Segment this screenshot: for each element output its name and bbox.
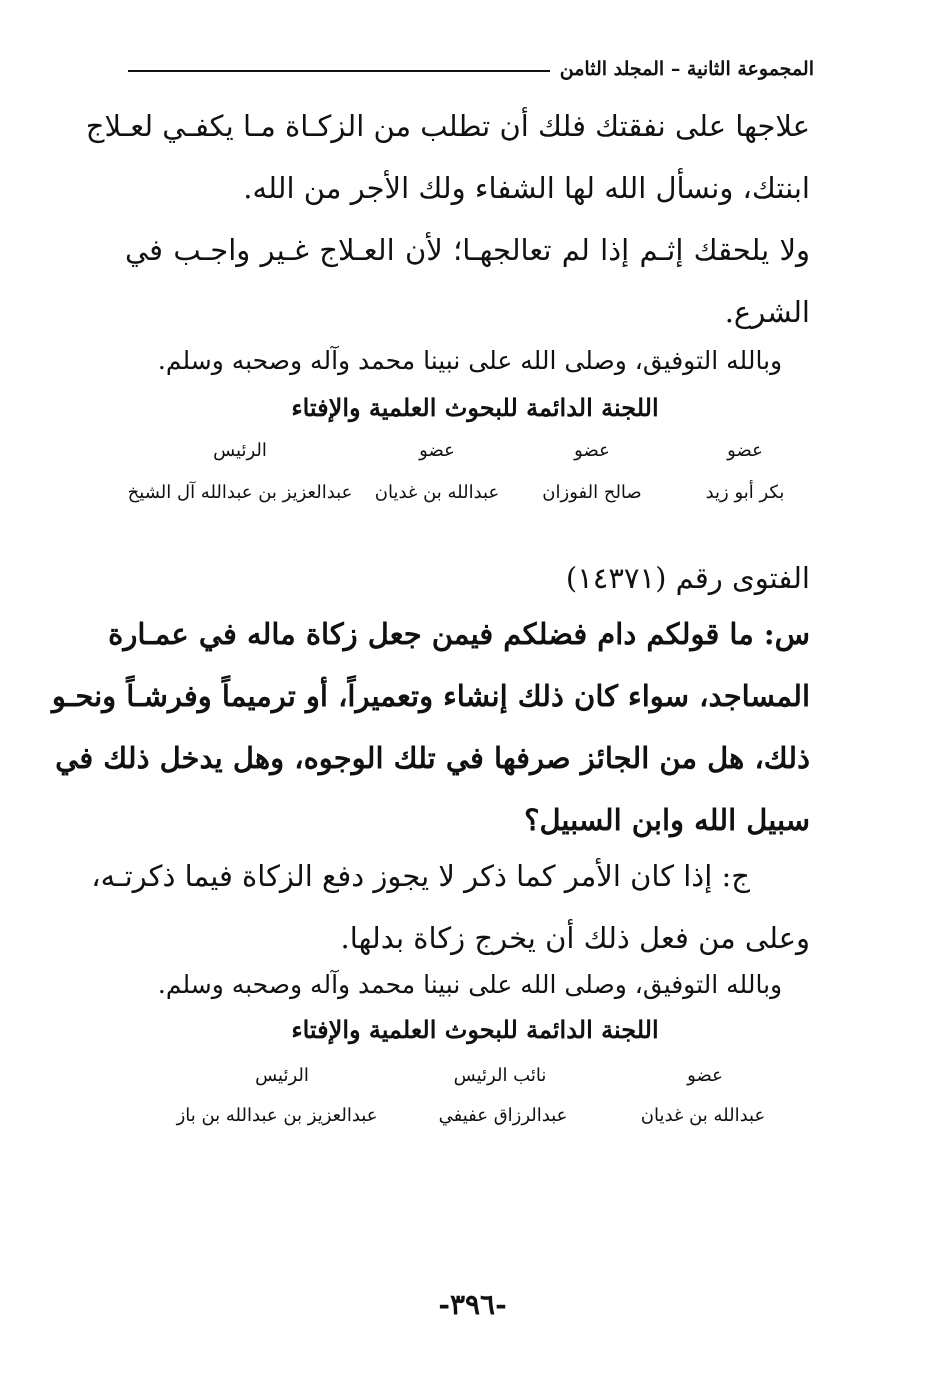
question-line: سبيل الله وابن السبيل؟ <box>524 803 810 837</box>
committee-name: اللجنة الدائمة للبحوث العلمية والإفتاء <box>291 1015 659 1044</box>
signatory-name: عبدالرزاق عفيفي <box>438 1105 568 1126</box>
signatory-name: عبدالعزيز بن عبدالله آل الشيخ <box>127 482 353 503</box>
question-line: س: ما قولكم دام فضلكم فيمن جعل زكاة ماله في عمـارة <box>108 617 810 651</box>
paragraph-line: ولا يلحقك إثـم إذا لم تعالجهـا؛ لأن العـلاج غـير واجـب في <box>125 233 810 267</box>
signatory-title: عضو <box>419 440 455 461</box>
signatory-name: عبدالله بن غديان <box>640 1105 766 1126</box>
signatory-title: عضو <box>687 1065 723 1086</box>
running-header <box>128 56 814 90</box>
answer-line: ج: إذا كان الأمر كما ذكر لا يجوز دفع الزكاة فيما ذكرتـه، <box>91 859 750 893</box>
signatory-name: بكر أبو زيد <box>705 482 785 503</box>
paragraph-line: علاجها على نفقتك فلك أن تطلب من الزكـاة مـا يكفـي لعـلاج <box>85 109 810 143</box>
closing-formula: وبالله التوفيق، وصلى الله على نبينا محمد وآله وصحبه وسلم. <box>157 970 783 999</box>
signatory-name: عبدالعزيز بن عبدالله بن باز <box>176 1105 378 1126</box>
answer-line: وعلى من فعل ذلك أن يخرج زكاة بدلها. <box>340 921 810 955</box>
signatory-title: عضو <box>727 440 763 461</box>
paragraph-line: ابنتك، ونسأل الله لها الشفاء ولك الأجر من الله. <box>243 171 810 205</box>
closing-formula: وبالله التوفيق، وصلى الله على نبينا محمد وآله وصحبه وسلم. <box>157 346 783 375</box>
header-title: المجموعة الثانية – المجلد الثامن <box>550 58 814 80</box>
signatory-title: الرئيس <box>213 440 267 461</box>
signatory-title: الرئيس <box>255 1065 309 1086</box>
fatwa-heading: الفتوى رقم (١٤٣٧١) <box>565 561 810 595</box>
question-line: ذلك، هل من الجائز صرفها في تلك الوجوه، وهل يدخل ذلك في <box>55 741 810 775</box>
signatory-title: عضو <box>574 440 610 461</box>
signatory-title: نائب الرئيس <box>453 1065 547 1086</box>
paragraph-line: الشرع. <box>724 295 810 329</box>
committee-name: اللجنة الدائمة للبحوث العلمية والإفتاء <box>291 393 659 422</box>
signatory-name: صالح الفوزان <box>542 482 642 503</box>
page-number: -٣٩٦- <box>438 1288 507 1321</box>
signatory-name: عبدالله بن غديان <box>374 482 500 503</box>
question-line: المساجد، سواء كان ذلك إنشاء وتعميراً، أو ترميماً وفرشـاً ونحـو <box>51 679 810 713</box>
header-rule <box>128 70 564 72</box>
